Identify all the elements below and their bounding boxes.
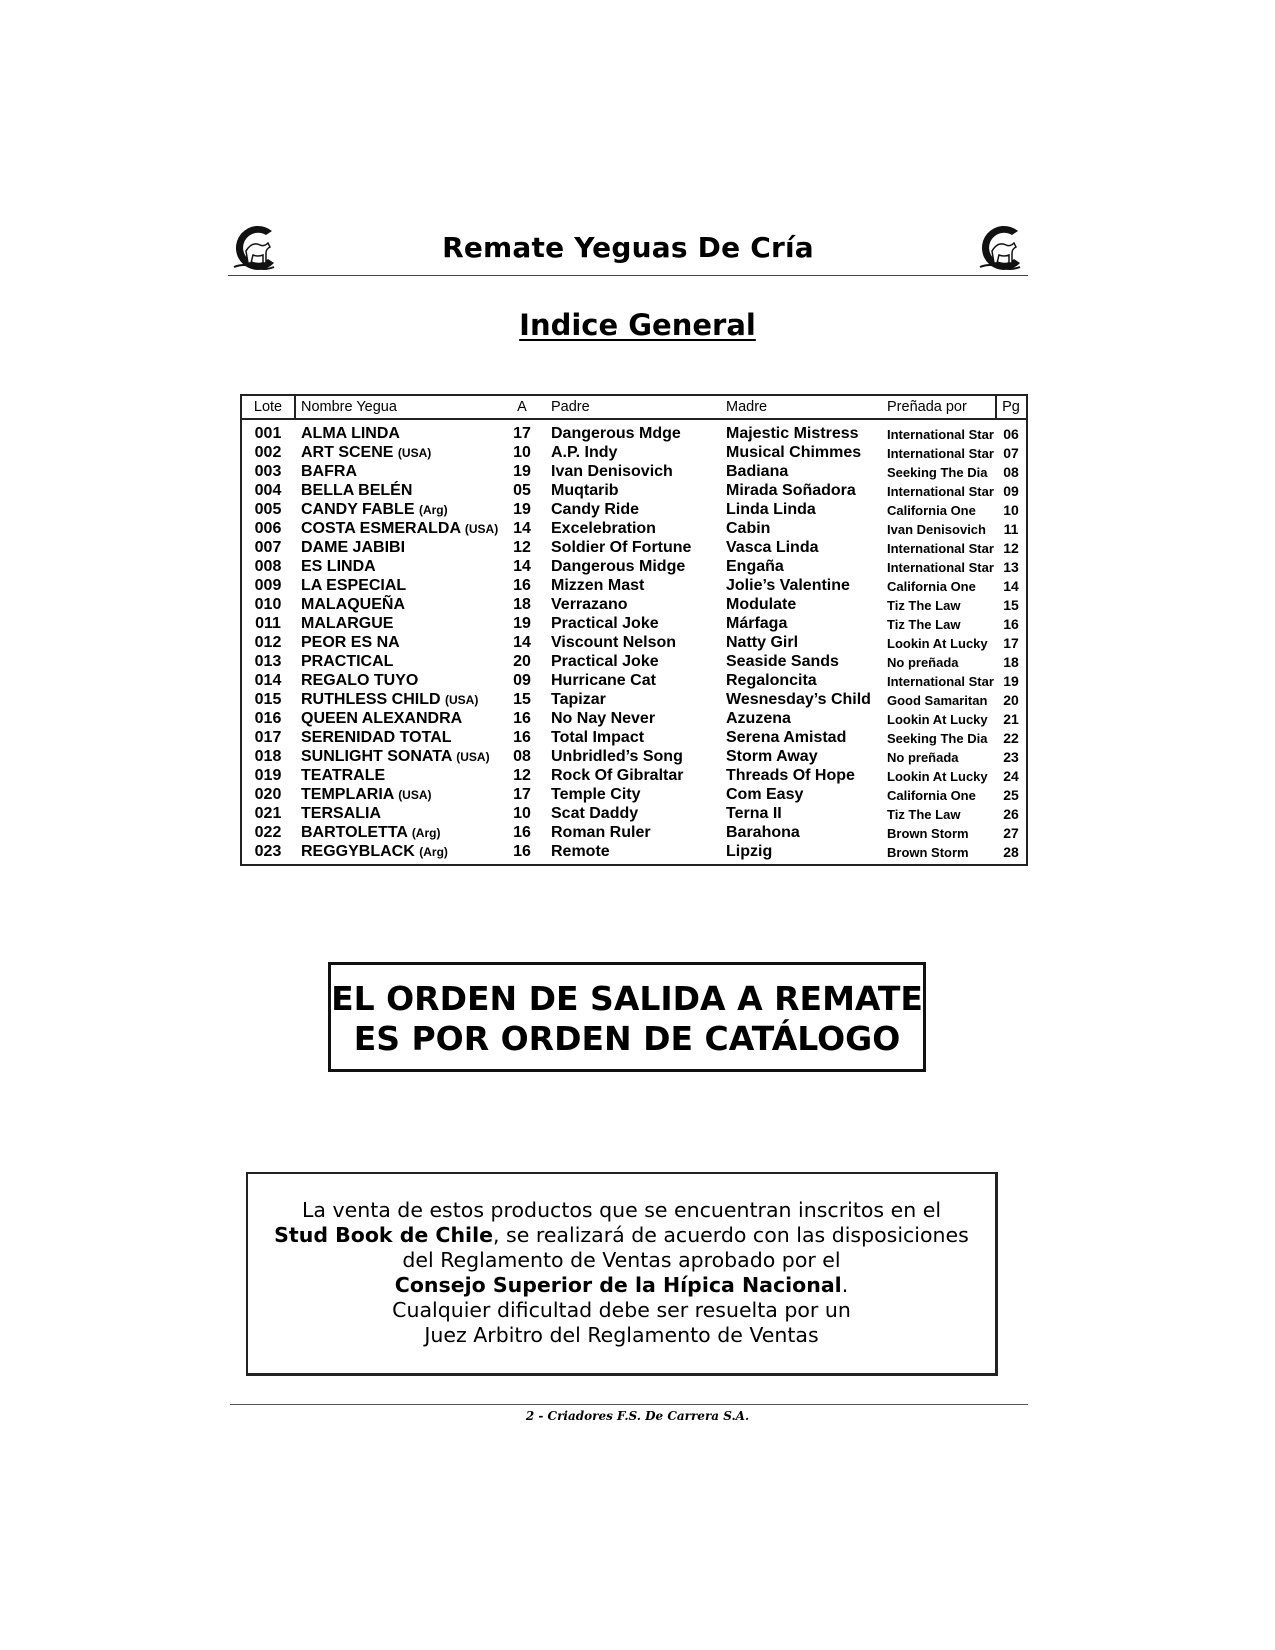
cell-nombre xyxy=(301,824,440,842)
table-row xyxy=(242,595,1026,614)
table-row xyxy=(242,443,1026,462)
legal-line-4-rest: . xyxy=(841,1273,849,1297)
cell-a: 16 xyxy=(513,710,531,727)
cell-pg: 17 xyxy=(1003,635,1019,651)
cell-a: 14 xyxy=(513,634,531,651)
mare-name: REGGYBLACK xyxy=(301,843,415,860)
mare-name: ALMA LINDA xyxy=(301,425,400,442)
origin-tag: (USA) xyxy=(456,750,490,764)
cell-padre: Roman Ruler xyxy=(551,824,651,841)
legal-line-6: Juez Arbitro del Reglamento de Ventas xyxy=(424,1323,819,1347)
cell-nombre xyxy=(301,463,357,481)
legal-line-5: Cualquier dificultad debe ser resuelta por un xyxy=(392,1298,851,1322)
table-row xyxy=(242,785,1026,804)
cell-pg: 14 xyxy=(1003,578,1019,594)
mare-name: MALARGUE xyxy=(301,615,394,632)
cell-lote: 010 xyxy=(254,596,282,613)
cell-a: 18 xyxy=(513,596,531,613)
cell-lote: 022 xyxy=(254,824,282,841)
cell-nombre xyxy=(301,805,381,823)
cell-madre: Jolie’s Valentine xyxy=(726,577,850,594)
cell-prenada: Ivan Denisovich xyxy=(887,522,986,537)
cell-madre: Com Easy xyxy=(726,786,804,803)
cell-nombre xyxy=(301,577,406,595)
mare-name: ART SCENE xyxy=(301,444,394,461)
cell-pg: 19 xyxy=(1003,673,1019,689)
origin-tag: (USA) xyxy=(398,788,432,802)
cell-padre: Mizzen Mast xyxy=(551,577,645,594)
cell-prenada: No preñada xyxy=(887,750,959,765)
cell-madre: Linda Linda xyxy=(726,501,816,518)
mare-name: BAFRA xyxy=(301,463,357,480)
cell-lote: 013 xyxy=(254,653,282,670)
cell-padre: A.P. Indy xyxy=(551,444,618,461)
cell-nombre xyxy=(301,444,431,462)
cell-pg: 28 xyxy=(1003,844,1019,860)
cell-madre: Vasca Linda xyxy=(726,539,819,556)
origin-tag: (USA) xyxy=(445,693,479,707)
cell-a: 16 xyxy=(513,577,531,594)
cell-prenada: Lookin At Lucky xyxy=(887,712,988,727)
cell-lote: 001 xyxy=(254,425,282,442)
table-row xyxy=(242,804,1026,823)
cell-padre: Candy Ride xyxy=(551,501,640,518)
table-row xyxy=(242,614,1026,633)
cell-prenada: Brown Storm xyxy=(887,845,969,860)
cell-padre: Temple City xyxy=(551,786,641,803)
cell-madre: Musical Chimmes xyxy=(726,444,862,461)
cell-lote: 006 xyxy=(254,520,282,537)
header-pg: Pg xyxy=(1002,399,1020,415)
cell-nombre xyxy=(301,425,400,443)
cell-padre: Practical Joke xyxy=(551,615,659,632)
header-padre: Padre xyxy=(551,399,590,415)
cell-nombre xyxy=(301,786,432,804)
cell-madre: Engaña xyxy=(726,558,784,575)
table-row xyxy=(242,690,1026,709)
cell-a: 16 xyxy=(513,729,531,746)
origin-tag: (USA) xyxy=(397,446,432,460)
cell-a: 17 xyxy=(513,425,531,442)
cell-madre: Barahona xyxy=(726,824,800,841)
table-row xyxy=(242,538,1026,557)
cell-padre: Soldier Of Fortune xyxy=(551,539,692,556)
table-row xyxy=(242,424,1026,443)
cell-lote: 007 xyxy=(254,539,282,556)
table-row xyxy=(242,500,1026,519)
cell-lote: 015 xyxy=(254,691,282,708)
page-footer: 2 - Criadores F.S. De Carrera S.A. xyxy=(525,1409,750,1423)
cell-lote: 020 xyxy=(254,786,282,803)
cell-prenada: No preñada xyxy=(887,655,959,670)
footer-divider xyxy=(230,1404,1028,1405)
section-title: Indice General xyxy=(519,308,756,342)
mare-name: ES LINDA xyxy=(301,558,376,575)
cell-lote: 019 xyxy=(254,767,282,784)
cell-a: 12 xyxy=(513,767,531,784)
mare-name: TERSALIA xyxy=(301,805,381,822)
cell-pg: 22 xyxy=(1003,730,1019,746)
cell-nombre xyxy=(301,558,376,576)
cell-prenada: International Star xyxy=(887,541,994,556)
cell-pg: 11 xyxy=(1003,521,1019,537)
cell-madre: Serena Amistad xyxy=(726,729,847,746)
cell-nombre xyxy=(301,653,393,671)
cell-nombre xyxy=(301,539,405,557)
mare-name: CANDY FABLE xyxy=(301,501,415,518)
notice-line-2: ES POR ORDEN DE CATÁLOGO xyxy=(353,1019,901,1058)
cell-lote: 009 xyxy=(254,577,282,594)
cell-padre: Dangerous Midge xyxy=(551,558,686,575)
origin-tag: (Arg) xyxy=(418,503,448,517)
cell-nombre xyxy=(301,520,498,538)
legal-line-1: La venta de estos productos que se encuentran inscritos en el xyxy=(301,1198,942,1222)
table-body xyxy=(242,420,1026,864)
legal-notice-box xyxy=(246,1172,998,1376)
cell-prenada: Tiz The Law xyxy=(887,598,961,613)
cell-a: 10 xyxy=(513,805,531,822)
index-table xyxy=(240,394,1028,866)
cell-a: 20 xyxy=(513,653,531,670)
cell-a: 19 xyxy=(513,463,531,480)
cell-padre: Remote xyxy=(551,843,610,860)
mare-name: QUEEN ALEXANDRA xyxy=(301,710,463,727)
mare-name: MALAQUEÑA xyxy=(301,596,405,613)
cell-madre: Natty Girl xyxy=(726,634,799,651)
table-row xyxy=(242,519,1026,538)
cell-madre: Storm Away xyxy=(726,748,818,765)
table-row xyxy=(242,766,1026,785)
cell-madre: Badiana xyxy=(726,463,789,480)
origin-tag: (Arg) xyxy=(419,845,448,859)
mare-name: SUNLIGHT SONATA xyxy=(301,748,452,765)
cell-a: 19 xyxy=(513,615,531,632)
cell-a: 15 xyxy=(513,691,531,708)
cell-madre: Seaside Sands xyxy=(726,653,839,670)
cell-lote: 008 xyxy=(254,558,282,575)
cell-prenada: Seeking The Dia xyxy=(887,465,988,480)
header-lote: Lote xyxy=(253,399,283,415)
order-notice-box xyxy=(328,962,926,1072)
header-title: Remate Yeguas De Cría xyxy=(442,231,814,264)
origin-tag: (USA) xyxy=(464,522,499,536)
table-header xyxy=(242,396,1026,420)
cell-prenada: Lookin At Lucky xyxy=(887,636,988,651)
cell-padre: Total Impact xyxy=(551,729,645,746)
header-a: A xyxy=(517,399,527,415)
origin-tag: (Arg) xyxy=(411,826,441,840)
cell-pg: 20 xyxy=(1003,692,1019,708)
cell-lote: 016 xyxy=(254,710,282,727)
cell-prenada: California One xyxy=(887,788,976,803)
cell-prenada: California One xyxy=(887,579,976,594)
legal-line-2-rest: , se realizará de acuerdo con las disposiciones xyxy=(493,1223,969,1247)
cell-prenada: Good Samaritan xyxy=(887,693,988,708)
page-header xyxy=(228,215,1028,276)
table-row xyxy=(242,557,1026,576)
cell-a: 09 xyxy=(513,672,531,689)
cell-nombre xyxy=(301,634,400,652)
cell-prenada: International Star xyxy=(887,674,994,689)
cell-nombre xyxy=(301,748,490,766)
cell-pg: 21 xyxy=(1003,711,1019,727)
cell-pg: 06 xyxy=(1003,426,1019,442)
cell-prenada: International Star xyxy=(887,484,994,499)
mare-name: TEMPLARIA xyxy=(301,786,394,803)
cell-madre: Threads Of Hope xyxy=(726,767,855,784)
cell-pg: 12 xyxy=(1003,540,1019,556)
cell-pg: 23 xyxy=(1003,749,1019,765)
cell-lote: 021 xyxy=(254,805,282,822)
table-row xyxy=(242,652,1026,671)
cell-lote: 012 xyxy=(254,634,282,651)
cell-madre: Mirada Soñadora xyxy=(726,482,856,499)
cell-prenada: International Star xyxy=(887,446,994,461)
table-row xyxy=(242,576,1026,595)
cell-padre: Excelebration xyxy=(551,520,656,537)
cell-prenada: Brown Storm xyxy=(887,826,969,841)
cell-pg: 09 xyxy=(1003,483,1019,499)
cell-prenada: Tiz The Law xyxy=(887,617,961,632)
horse-emblem-icon xyxy=(974,221,1028,275)
council-name: Consejo Superior de la Hípica Nacional xyxy=(394,1273,842,1297)
cell-a: 17 xyxy=(513,786,531,803)
cell-prenada: International Star xyxy=(887,427,994,442)
header-madre: Madre xyxy=(726,399,768,415)
cell-padre: Practical Joke xyxy=(551,653,659,670)
cell-nombre xyxy=(301,501,448,519)
cell-madre: Modulate xyxy=(726,596,797,613)
cell-nombre xyxy=(301,767,385,785)
cell-prenada: California One xyxy=(887,503,976,518)
cell-pg: 26 xyxy=(1003,806,1019,822)
cell-madre: Terna II xyxy=(726,805,782,822)
cell-nombre xyxy=(301,672,418,690)
header-nombre: Nombre Yegua xyxy=(301,399,397,415)
legal-line-3: del Reglamento de Ventas aprobado por el xyxy=(402,1248,841,1272)
cell-pg: 27 xyxy=(1003,825,1019,841)
cell-padre: Tapizar xyxy=(551,691,606,708)
cell-padre: Ivan Denisovich xyxy=(551,463,673,480)
cell-padre: Unbridled’s Song xyxy=(551,748,683,765)
cell-a: 16 xyxy=(513,843,531,860)
cell-pg: 24 xyxy=(1003,768,1019,784)
column-divider xyxy=(995,396,997,418)
cell-padre: Muqtarib xyxy=(551,482,619,499)
cell-lote: 005 xyxy=(254,501,282,518)
cell-nombre xyxy=(301,482,412,500)
cell-lote: 014 xyxy=(254,672,282,689)
cell-padre: Verrazano xyxy=(551,596,628,613)
cell-pg: 15 xyxy=(1003,597,1019,613)
cell-a: 16 xyxy=(513,824,531,841)
column-divider xyxy=(294,396,296,418)
cell-madre: Majestic Mistress xyxy=(726,425,859,442)
legal-line-4 xyxy=(248,1273,995,1298)
cell-madre: Márfaga xyxy=(726,615,788,632)
cell-pg: 18 xyxy=(1003,654,1019,670)
mare-name: LA ESPECIAL xyxy=(301,577,407,594)
mare-name: DAME JABIBI xyxy=(301,539,406,556)
table-row xyxy=(242,747,1026,766)
cell-padre: Scat Daddy xyxy=(551,805,639,822)
cell-nombre xyxy=(301,729,452,747)
mare-name: BELLA BELÉN xyxy=(301,482,413,499)
table-row xyxy=(242,481,1026,500)
cell-lote: 003 xyxy=(254,463,282,480)
table-row xyxy=(242,671,1026,690)
notice-line-1: EL ORDEN DE SALIDA A REMATE xyxy=(331,979,923,1018)
cell-padre: Hurricane Cat xyxy=(551,672,656,689)
cell-pg: 25 xyxy=(1003,787,1019,803)
cell-lote: 011 xyxy=(255,615,281,632)
cell-madre: Lipzig xyxy=(726,843,773,860)
cell-pg: 16 xyxy=(1003,616,1019,632)
cell-a: 14 xyxy=(513,558,531,575)
cell-nombre xyxy=(301,710,462,728)
cell-nombre xyxy=(301,596,405,614)
cell-a: 19 xyxy=(513,501,531,518)
cell-madre: Regaloncita xyxy=(726,672,817,689)
cell-nombre xyxy=(301,615,393,633)
cell-pg: 08 xyxy=(1003,464,1019,480)
cell-madre: Azuzena xyxy=(726,710,791,727)
cell-padre: Rock Of Gibraltar xyxy=(551,767,684,784)
mare-name: REGALO TUYO xyxy=(301,672,419,689)
cell-prenada: Tiz The Law xyxy=(887,807,961,822)
cell-prenada: Lookin At Lucky xyxy=(887,769,988,784)
cell-pg: 13 xyxy=(1003,559,1019,575)
stud-book-name: Stud Book de Chile xyxy=(274,1223,493,1247)
cell-a: 10 xyxy=(513,444,531,461)
cell-a: 08 xyxy=(513,748,531,765)
mare-name: PRACTICAL xyxy=(301,653,394,670)
cell-a: 14 xyxy=(513,520,531,537)
cell-madre: Wesnesday’s Child xyxy=(726,691,871,708)
mare-name: COSTA ESMERALDA xyxy=(301,520,461,537)
cell-lote: 002 xyxy=(254,444,282,461)
cell-pg: 10 xyxy=(1003,502,1019,518)
table-row xyxy=(242,728,1026,747)
header-prenada: Preñada por xyxy=(887,399,967,415)
cell-pg: 07 xyxy=(1003,445,1019,461)
mare-name: PEOR ES NA xyxy=(301,634,400,651)
cell-lote: 023 xyxy=(254,843,282,860)
cell-lote: 018 xyxy=(254,748,282,765)
cell-padre: Dangerous Mdge xyxy=(551,425,681,442)
cell-prenada: International Star xyxy=(887,560,994,575)
cell-a: 12 xyxy=(513,539,531,556)
cell-padre: No Nay Never xyxy=(551,710,656,727)
cell-nombre xyxy=(301,843,448,861)
table-row xyxy=(242,709,1026,728)
mare-name: RUTHLESS CHILD xyxy=(301,691,441,708)
cell-nombre xyxy=(301,691,478,709)
table-row xyxy=(242,823,1026,842)
mare-name: SERENIDAD TOTAL xyxy=(301,729,452,746)
cell-lote: 004 xyxy=(254,482,282,499)
legal-line-2 xyxy=(248,1223,995,1248)
cell-a: 05 xyxy=(513,482,531,499)
table-row xyxy=(242,633,1026,652)
mare-name: BARTOLETTA xyxy=(301,824,408,841)
table-row xyxy=(242,462,1026,481)
cell-madre: Cabin xyxy=(726,520,771,537)
cell-lote: 017 xyxy=(254,729,282,746)
mare-name: TEATRALE xyxy=(301,767,386,784)
table-row xyxy=(242,842,1026,861)
cell-padre: Viscount Nelson xyxy=(551,634,677,651)
cell-prenada: Seeking The Dia xyxy=(887,731,988,746)
